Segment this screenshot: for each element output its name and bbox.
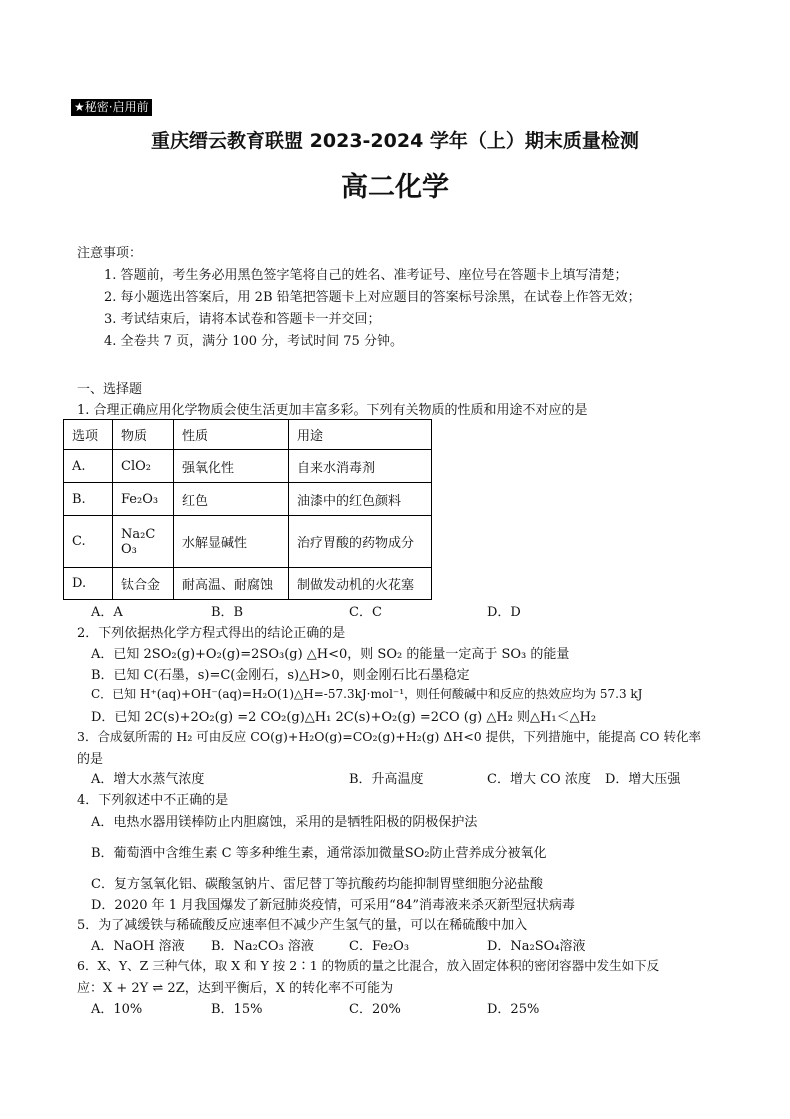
table-cell: 水解显碱性 [174, 516, 289, 568]
table-cell: D. [64, 568, 113, 600]
option-a[interactable]: A．增大水蒸气浓度 [91, 772, 205, 787]
table-header: 选项 [64, 420, 113, 450]
note-item: 3. 考试结束后，请将本试卷和答题卡一并交回； [104, 312, 381, 327]
table-row [64, 450, 432, 483]
option-d[interactable]: D．2020 年 1 月我国爆发了新冠肺炎疫情，可采用“84”消毒液来杀灭新型冠状病毒 [91, 898, 576, 913]
exam-subject: 高二化学 [341, 172, 449, 203]
table-cell: 自来水消毒剂 [289, 450, 432, 483]
option-c[interactable]: C．20% [349, 1002, 401, 1017]
notes [77, 243, 641, 353]
table-cell: 红色 [174, 483, 289, 516]
option-a[interactable]: A．NaOH 溶液 [91, 939, 185, 954]
table-row [64, 516, 432, 568]
question-2-stem: 2．下列依据热化学方程式得出的结论正确的是 [77, 626, 346, 641]
note-item: 4. 全卷共 7 页，满分 100 分，考试时间 75 分钟。 [104, 334, 403, 349]
option-b[interactable]: B．葡萄酒中含维生素 C 等多种维生素，通常添加微量SO₂防止营养成分被氧化 [91, 846, 547, 861]
table-row [64, 568, 432, 600]
question-6-stem: 6．X、Y、Z 三种气体，取 X 和 Y 按 2∶1 的物质的量之比混合，放入固定体积的密闭容器中发生如下反 [77, 958, 660, 973]
option-c[interactable]: C．C [349, 605, 382, 620]
question-6-options [91, 998, 539, 1017]
question-1-table [63, 419, 432, 600]
option-d[interactable]: D．增大压强 [605, 772, 681, 787]
table-cell: Na₂CO₃ [113, 516, 174, 568]
table-cell: B. [64, 483, 113, 516]
option-d[interactable]: D．已知 2C(s)+2O₂(g) =2 CO₂(g)△H₁ 2C(s)+O₂(g) =2CO (g) △H₂ 则△H₁＜△H₂ [91, 710, 597, 725]
table-header-row [64, 420, 432, 450]
option-c[interactable]: C．已知 H⁺(aq)+OH⁻(aq)=H₂O(1)△H=-57.3kJ·mol⁻¹，则任何酸碱中和反应的热效应均为 57.3 kJ [91, 687, 643, 701]
option-c[interactable]: C．增大 CO 浓度 [487, 772, 591, 787]
section-heading: 一、选择题 [77, 382, 143, 397]
table-cell: A. [64, 450, 113, 483]
option-a[interactable]: A．A [91, 605, 123, 620]
option-a[interactable]: A．电热水器用镁棒防止内胆腐蚀，采用的是牺牲阳极的阴极保护法 [91, 815, 478, 830]
table-cell: 耐高温、耐腐蚀 [174, 568, 289, 600]
question-4-stem: 4．下列叙述中不正确的是 [77, 793, 229, 808]
table-cell: 油漆中的红色颜料 [289, 483, 432, 516]
table-header: 性质 [174, 420, 289, 450]
note-item: 2. 每小题选出答案后，用 2B 铅笔把答题卡上对应题目的答案标号涂黑，在试卷上作答无效； [104, 290, 641, 305]
exam-title: 重庆缙云教育联盟 2023-2024 学年（上）期末质量检测 [151, 130, 639, 152]
table-cell: ClO₂ [113, 450, 174, 483]
question-3-stem-cont: 的是 [77, 752, 104, 767]
question-5-options [91, 935, 586, 954]
table-cell: 钛合金 [113, 568, 174, 600]
option-c[interactable]: C．Fe₂O₃ [349, 939, 410, 954]
question-5-stem: 5．为了减缓铁与稀硫酸反应速率但不减少产生氢气的量，可以在稀硫酸中加入 [77, 918, 528, 933]
option-b[interactable]: B．已知 C(石墨，s)=C(金刚石，s)△H>0，则金刚石比石墨稳定 [91, 668, 470, 683]
question-3-stem: 3．合成氨所需的 H₂ 可由反应 CO(g)+H₂O(g)=CO₂(g)+H₂(g) ΔH<0 提供，下列措施中，能提高 CO 转化率 [77, 729, 701, 744]
question-1-stem: 1. 合理正确应用化学物质会使生活更加丰富多彩。下列有关物质的性质和用途不对应的是 [77, 403, 588, 418]
confidential-badge: ★秘密·启用前 [71, 99, 152, 116]
table-cell: 制做发动机的火花塞 [289, 568, 432, 600]
table-cell: C. [64, 516, 113, 568]
question-6-stem-cont: 应：X + 2Y ⇌ 2Z，达到平衡后，X 的转化率不可能为 [77, 981, 394, 996]
question-1-options [91, 601, 521, 620]
option-d[interactable]: D．25% [487, 1002, 540, 1017]
option-b[interactable]: B．升高温度 [349, 772, 424, 787]
table-row [64, 483, 432, 516]
option-b[interactable]: B．Na₂CO₃ 溶液 [211, 939, 314, 954]
option-c[interactable]: C．复方氢氧化铝、碳酸氢钠片、雷尼替丁等抗酸药均能抑制胃壁细胞分泌盐酸 [91, 877, 543, 892]
notes-heading: 注意事项： [77, 246, 143, 261]
option-b[interactable]: B．15% [211, 1002, 263, 1017]
note-item: 1. 答题前，考生务必用黑色签字笔将自己的姓名、准考证号、座位号在答题卡上填写清楚； [104, 268, 628, 283]
table-header: 物质 [113, 420, 174, 450]
table-cell: 治疗胃酸的药物成分 [289, 516, 432, 568]
option-d[interactable]: D．Na₂SO₄溶液 [487, 939, 586, 954]
question-3-options [91, 768, 680, 787]
table-header: 用途 [289, 420, 432, 450]
option-a[interactable]: A．10% [91, 1002, 143, 1017]
option-b[interactable]: B．B [211, 605, 244, 620]
table-cell: Fe₂O₃ [113, 483, 174, 516]
option-a[interactable]: A．已知 2SO₂(g)+O₂(g)=2SO₃(g) △H<0，则 SO₂ 的能量一定高于 SO₃ 的能量 [91, 647, 570, 662]
table-cell: 强氧化性 [174, 450, 289, 483]
option-d[interactable]: D．D [487, 605, 521, 620]
